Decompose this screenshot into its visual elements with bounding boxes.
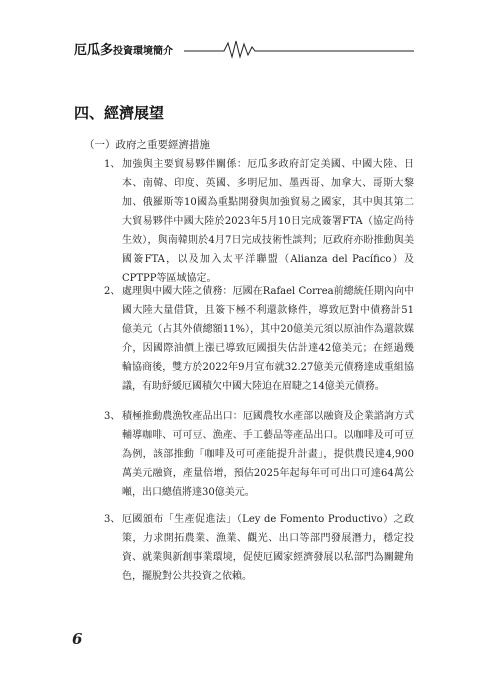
header-title-sub: 投資環境簡介 [113, 46, 174, 57]
header-title-main: 厄瓜多 [74, 43, 114, 58]
list-item [104, 510, 414, 586]
page-number: 6 [72, 630, 83, 648]
item-text: 加強與主要貿易夥伴關係：厄瓜多政府訂定美國、中國大陸、日本、南韓、印度、英國、多明尼加、墨西哥、加拿大、哥斯大黎加、俄羅斯等10國為重點開發與加強貿易之國家，其中與其第二大貿易夥伴中國大陸於2023年5月10日完成簽署FTA（協定尚待生效），與南韓則於4月7日完成技術性談判；厄政府亦盼推動與美國簽FTA，以及加入太平洋聯盟（Alianza del Pacífico）及CPTPP等區域協定。 [122, 159, 414, 284]
subsection-title: （一）政府之重要經濟措施 [84, 139, 210, 151]
section-title: 四、經濟展望 [74, 104, 165, 122]
running-header [74, 39, 414, 59]
item-number: 3、 [104, 514, 121, 525]
list-item [104, 407, 414, 502]
list-item [104, 155, 414, 288]
item-text: 積極推動農漁牧產品出口：厄國農牧水產部以融資及企業諮詢方式輔導咖啡、可可豆、漁產、手工藝品等產品出口。以咖啡及可可豆為例，該部推動「咖啡及可可產能提升計畫」，提供農民達4,900萬美元融資，產量倍增，預估2025年起每年可可出口可達64萬公噸，出口總值將達30億美元。 [122, 411, 414, 498]
header-heartbeat-line [74, 39, 414, 59]
item-text: 處理與中國大陸之債務：厄國在Rafael Correa前總統任期內向中國大陸大量借貸，且簽下極不利還款條件，導致厄對中債務計51億美元（占其外債總額11%），其中20億美元須以原油作為還款媒介，因國際油價上漲已導致厄國損失估計達42億美元；在經過幾輪協商後，雙方於2022年9月宣布就32.27億美元債務達成重組協議，有助紓緩厄國積欠中國大陸迫在眉睫之14億美元債務。 [122, 286, 414, 392]
item-number: 2、 [104, 286, 121, 297]
item-text: 厄國頒布「生產促進法」（Ley de Fomento Productivo）之政策，力求開拓農業、漁業、觀光、出口等部門發展潛力，穩定投資、就業與新創事業環境，促使厄國家經濟發展以私部門為關鍵角色，擺脫對公共投資之依賴。 [122, 514, 414, 582]
list-item [104, 282, 414, 396]
item-number: 3、 [104, 411, 121, 422]
item-number: 1、 [104, 159, 121, 170]
